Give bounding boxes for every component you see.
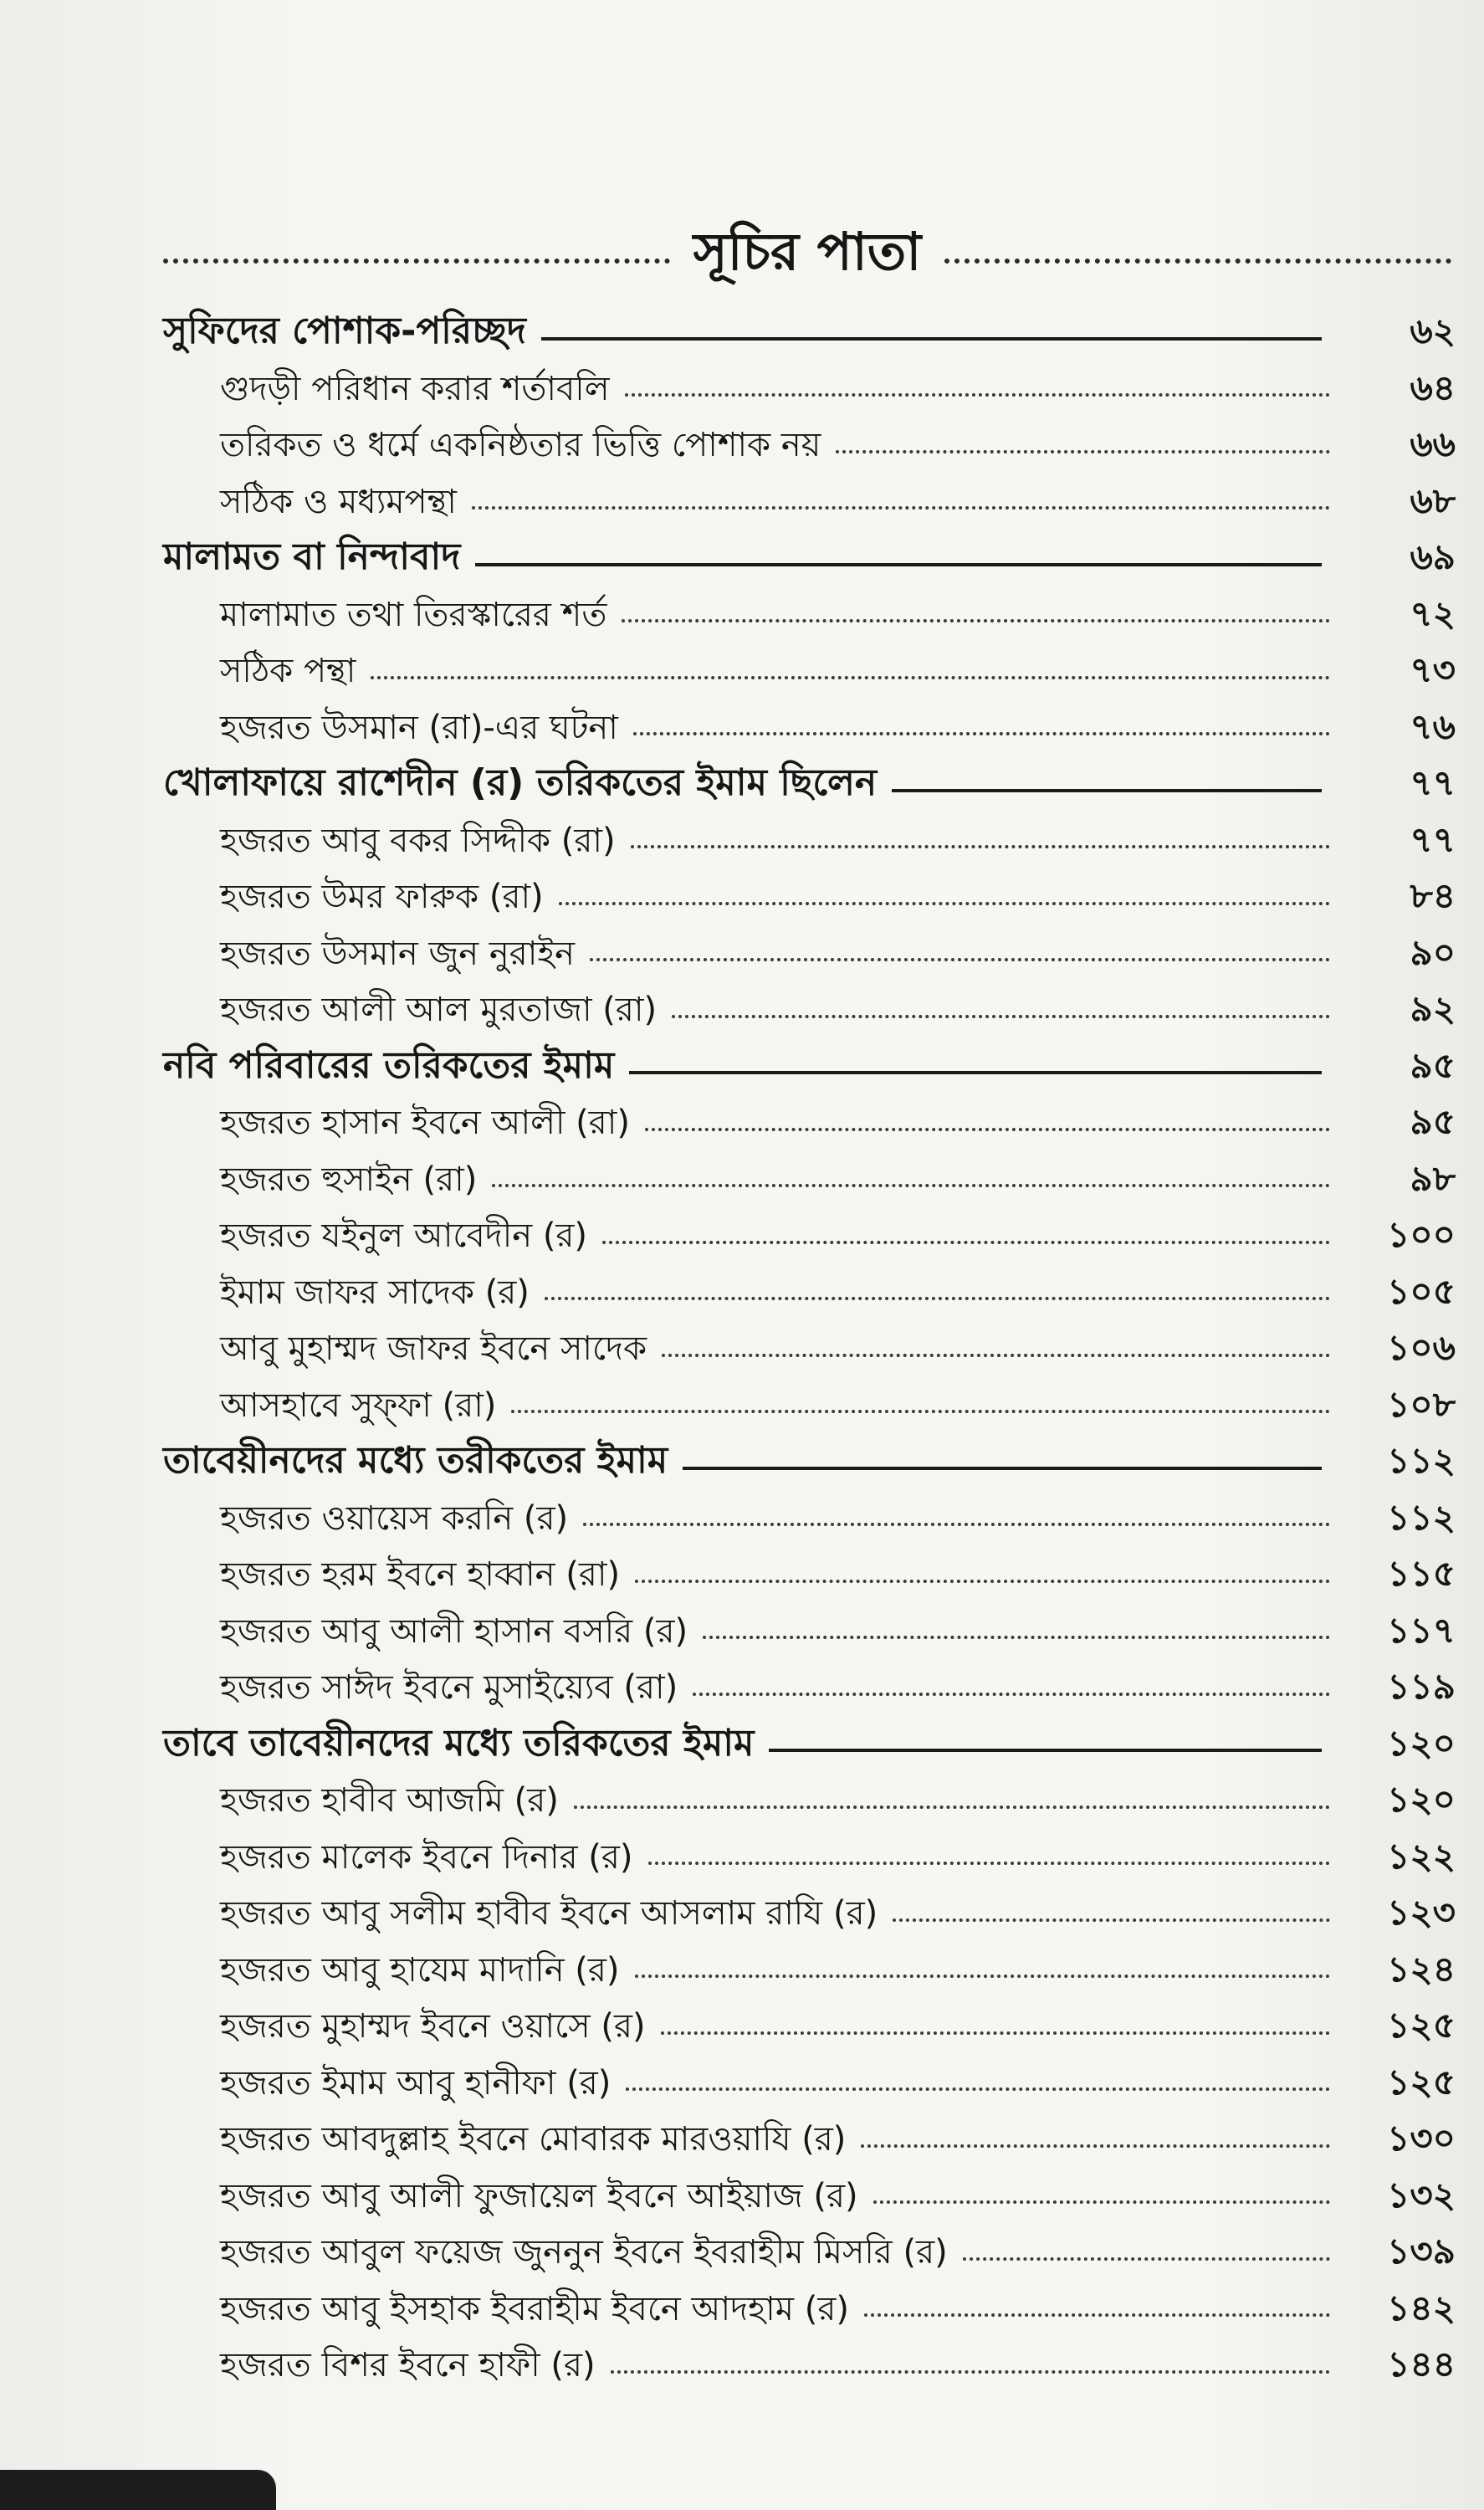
page-number: ১১৯ — [1387, 1666, 1456, 1708]
toc-subentry — [163, 1096, 1456, 1153]
toc-subentry — [163, 701, 1456, 758]
dotted-leader-line — [635, 1580, 1330, 1583]
toc-subentry — [163, 644, 1456, 701]
page-number: ১৩৯ — [1387, 2231, 1456, 2272]
dotted-leader-line — [583, 1523, 1330, 1526]
entry-title: তাবে তাবেয়ীনদের মধ্যে তরিকতের ইমাম — [163, 1721, 755, 1765]
page-number: ১১২ — [1387, 1440, 1456, 1482]
entry-title: সুফিদের পোশাক-পরিচ্ছদ — [163, 310, 526, 353]
solid-leader-line — [683, 1467, 1322, 1470]
entry-title: হজরত ওয়ায়েস করনি (র) — [220, 1498, 569, 1538]
page-number: ৯০ — [1410, 931, 1456, 973]
dotted-leader-line — [625, 393, 1330, 397]
entry-title: হজরত আবু আলী ফুজায়েল ইবনে আইয়াজ (র) — [220, 2176, 858, 2215]
page-number: ১২৫ — [1387, 2005, 1456, 2046]
toc-subentry — [163, 418, 1456, 475]
entry-title: মালামাত তথা তিরস্কারের শর্ত — [220, 595, 607, 634]
page-number: ১২২ — [1387, 1835, 1456, 1877]
page-number: ৭৭ — [1410, 762, 1456, 804]
page-number: ১০৫ — [1387, 1270, 1456, 1312]
page-number: ৯২ — [1410, 988, 1456, 1030]
toc-subentry — [163, 1379, 1456, 1436]
entry-title: তাবেয়ীনদের মধ্যে তরীকতের ইমাম — [163, 1439, 668, 1483]
toc-subentry — [163, 1831, 1456, 1888]
entry-title: হজরত সাঈদ ইবনে মুসাইয়্যেব (রা) — [220, 1668, 678, 1708]
entry-title: আবু মুহাম্মদ জাফর ইবনে সাদেক — [220, 1329, 647, 1369]
toc-subentry — [163, 1944, 1456, 2000]
page-number: ৬৪ — [1410, 366, 1456, 408]
dotted-leader-line — [602, 1241, 1330, 1244]
entry-title: হজরত উমর ফারুক (রা) — [220, 878, 544, 917]
entry-title: হজরত মুহাম্মদ ইবনে ওয়াসে (র) — [220, 2007, 646, 2046]
dotted-leader-line — [590, 958, 1330, 961]
contents-header — [163, 222, 1451, 289]
dotted-leader-line — [631, 845, 1330, 848]
entry-title: গুদড়ী পরিধান করার শর্তাবলি — [220, 369, 610, 408]
entry-title: তরিকত ও ধর্মে একনিষ্ঠতার ভিত্তি পোশাক নয় — [220, 426, 821, 465]
entry-title: হজরত বিশর ইবনে হাফী (র) — [220, 2346, 596, 2385]
page-edge-shadow — [0, 2470, 276, 2510]
solid-leader-line — [475, 563, 1322, 566]
entry-title: সঠিক ও মধ্যমপন্থা — [220, 482, 457, 521]
dotted-leader-line — [645, 1128, 1330, 1131]
page-number: ১২৩ — [1387, 1892, 1456, 1934]
page-number: ১০৬ — [1387, 1327, 1456, 1369]
page-number: ১২৪ — [1387, 1948, 1456, 1990]
toc-section-entry — [163, 757, 1456, 814]
page-number: ১১৭ — [1387, 1609, 1456, 1651]
dotted-leader-line — [626, 2087, 1330, 2091]
toc-section-entry — [163, 305, 1456, 362]
entry-title: হজরত যইনুল আবেদীন (র) — [220, 1217, 588, 1256]
page-number: ১১৫ — [1387, 1553, 1456, 1595]
header-dotted-rule-left — [163, 259, 670, 264]
solid-leader-line — [769, 1749, 1322, 1752]
dotted-leader-line — [545, 1297, 1330, 1300]
toc-section-entry — [163, 1435, 1456, 1492]
entry-title: সঠিক পন্থা — [220, 652, 356, 691]
solid-leader-line — [892, 789, 1322, 792]
page-number: ১১২ — [1387, 1496, 1456, 1538]
entry-title: হজরত হাসান ইবনে আলী (রা) — [220, 1104, 630, 1143]
toc-subentry — [163, 927, 1456, 984]
toc-subentry — [163, 1887, 1456, 1944]
page-number: ৭৩ — [1410, 649, 1456, 691]
dotted-leader-line — [633, 732, 1330, 735]
dotted-leader-line — [635, 1975, 1331, 1978]
entry-title: হজরত হুসাইন (রা) — [220, 1160, 478, 1199]
entry-title: হজরত আবদুল্লাহ ইবনে মোবারক মারওয়াযি (র) — [220, 2120, 847, 2159]
solid-leader-line — [629, 1071, 1322, 1074]
entry-title: হজরত আবু ইসহাক ইবরাহীম ইবনে আদহাম (র) — [220, 2289, 849, 2328]
toc-subentry — [163, 588, 1456, 645]
entry-title: হজরত আবু হাযেম মাদানি (র) — [220, 1950, 620, 1990]
toc-subentry — [163, 1774, 1456, 1831]
header-dotted-rule-right — [944, 259, 1451, 264]
entry-title: আসহাবে সুফ্ফা (রা) — [220, 1386, 497, 1425]
toc-subentry — [163, 1492, 1456, 1549]
entry-title: হজরত আবু বকর সিদ্দীক (রা) — [220, 821, 616, 860]
toc-subentry — [163, 2113, 1456, 2169]
toc-subentry — [163, 2169, 1456, 2226]
dotted-leader-line — [662, 1354, 1330, 1357]
page-number: ৯৫ — [1410, 1044, 1456, 1086]
entry-title: হজরত উসমান জুন নুরাইন — [220, 934, 576, 973]
toc-subentry — [163, 814, 1456, 871]
toc-subentry — [163, 1661, 1456, 1718]
toc-section-entry — [163, 1718, 1456, 1775]
entry-title: খোলাফায়ে রাশেদীন (র) তরিকতের ইমাম ছিলেন — [163, 761, 878, 805]
dotted-leader-line — [873, 2200, 1330, 2204]
toc-subentry — [163, 1605, 1456, 1662]
entry-title: মালামত বা নিন্দাবাদ — [163, 535, 461, 579]
solid-leader-line — [541, 337, 1322, 341]
page-number: ১৪৪ — [1387, 2344, 1456, 2385]
dotted-leader-line — [893, 1918, 1330, 1922]
toc-section-entry — [163, 1040, 1456, 1097]
page-number: ৭৬ — [1410, 705, 1456, 747]
toc-subentry — [163, 1548, 1456, 1605]
entry-title: হজরত হরম ইবনে হাব্বান (রা) — [220, 1555, 621, 1595]
table-of-contents — [163, 305, 1456, 2395]
toc-subentry — [163, 2226, 1456, 2282]
page-title: সূচির পাতা — [693, 220, 922, 282]
toc-subentry — [163, 1266, 1456, 1323]
entry-title: হজরত মালেক ইবনে দিনার (র) — [220, 1837, 633, 1877]
dotted-leader-line — [963, 2257, 1330, 2261]
entry-title: হজরত আবুল ফয়েজ জুননুন ইবনে ইবরাহীম মিসরি (র) — [220, 2233, 948, 2272]
dotted-leader-line — [672, 1015, 1330, 1018]
dotted-leader-line — [864, 2313, 1330, 2317]
dotted-leader-line — [622, 619, 1330, 622]
page-number: ১৪২ — [1387, 2287, 1456, 2328]
toc-subentry — [163, 2338, 1456, 2395]
entry-title: হজরত আলী আল মুরতাজা (রা) — [220, 991, 658, 1030]
dotted-leader-line — [693, 1693, 1330, 1696]
dotted-leader-line — [492, 1184, 1330, 1187]
page-number: ১৩২ — [1387, 2174, 1456, 2215]
page-number: ৬৮ — [1410, 479, 1456, 521]
page-number: ১০০ — [1387, 1214, 1456, 1256]
dotted-leader-line — [472, 506, 1330, 510]
entry-title: হজরত ইমাম আবু হানীফা (র) — [220, 2063, 612, 2103]
toc-subentry — [163, 870, 1456, 927]
dotted-leader-line — [559, 902, 1330, 905]
page-number: ৯৫ — [1410, 1101, 1456, 1143]
page-number: ৯৮ — [1410, 1157, 1456, 1199]
page-number: ৭২ — [1410, 592, 1456, 634]
entry-title: হজরত আবু সলীম হাবীব ইবনে আসলাম রাযি (র) — [220, 1894, 878, 1934]
page-number: ১৩০ — [1387, 2118, 1456, 2159]
page-number: ৮৪ — [1410, 875, 1456, 917]
page-number: ৬৯ — [1410, 536, 1456, 578]
dotted-leader-line — [861, 2144, 1330, 2148]
entry-title: হজরত হাবীব আজমি (র) — [220, 1781, 559, 1821]
entry-title: ইমাম জাফর সাদেক (র) — [220, 1273, 530, 1312]
entry-title: নবি পরিবারের তরিকতের ইমাম — [163, 1043, 615, 1087]
dotted-leader-line — [511, 1410, 1330, 1413]
toc-subentry — [163, 362, 1456, 419]
toc-subentry — [163, 2057, 1456, 2113]
page-number: ৬২ — [1410, 310, 1456, 352]
toc-subentry — [163, 2282, 1456, 2339]
dotted-leader-line — [611, 2370, 1330, 2374]
page-number: ৭৭ — [1410, 818, 1456, 860]
dotted-leader-line — [661, 2031, 1330, 2035]
dotted-leader-line — [836, 450, 1330, 453]
toc-subentry — [163, 475, 1456, 532]
toc-section-entry — [163, 531, 1456, 588]
page-number: ১২০ — [1387, 1779, 1456, 1821]
dotted-leader-line — [648, 1862, 1330, 1865]
entry-title: হজরত উসমান (রা)-এর ঘটনা — [220, 708, 618, 747]
toc-subentry — [163, 2000, 1456, 2057]
toc-subentry — [163, 983, 1456, 1040]
entry-title: হজরত আবু আলী হাসান বসরি (র) — [220, 1611, 688, 1651]
toc-subentry — [163, 1322, 1456, 1379]
toc-subentry — [163, 1209, 1456, 1266]
page-number: ১২০ — [1387, 1722, 1456, 1764]
toc-subentry — [163, 1153, 1456, 1210]
page-number: ১২৫ — [1387, 2061, 1456, 2103]
dotted-leader-line — [371, 676, 1330, 679]
dotted-leader-line — [703, 1636, 1330, 1639]
page-number: ৬৬ — [1410, 423, 1456, 465]
page-number: ১০৮ — [1387, 1383, 1456, 1425]
dotted-leader-line — [574, 1806, 1330, 1809]
